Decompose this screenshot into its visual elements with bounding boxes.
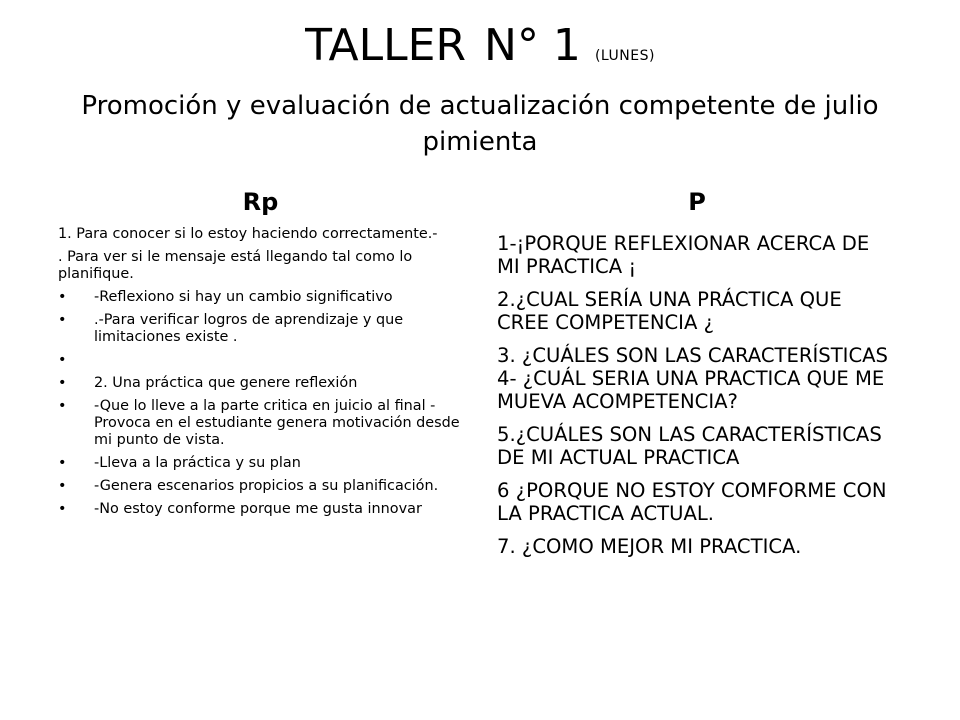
right-heading: P (688, 188, 706, 216)
title-day: (LUNES) (594, 48, 655, 64)
question-item: 1-¡PORQUE REFLEXIONAR ACERCA DE MI PRACTICA ¡ (497, 232, 870, 278)
bullet-item: • -Reflexiono si hay un cambio significativo (58, 289, 463, 306)
bullet-item: • .-Para verificar logros de aprendizaje y que limitaciones existe . (58, 312, 463, 346)
bullet-item: • -Genera escenarios propicios a su planificación. (58, 478, 463, 495)
right-column (497, 186, 897, 568)
bullet-item: • -Lleva a la práctica y su plan (58, 455, 463, 472)
question-item: 2.¿CUAL SERÍA UNA PRÁCTICA QUE CREE COMPETENCIA ¿ (497, 288, 842, 334)
question-item: 7. ¿COMO MEJOR MI PRACTICA. (497, 535, 802, 558)
left-bullet-list (58, 289, 463, 518)
right-body (497, 226, 897, 558)
slide-title (40, 18, 920, 160)
left-column (58, 186, 463, 524)
question-item: 6 ¿PORQUE NO ESTOY COMFORME CON LA PRACTICA ACTUAL. (497, 479, 887, 525)
left-heading: Rp (242, 188, 279, 216)
bullet-item: • 2. Una práctica que genere reflexión (58, 375, 463, 392)
bullet-item-empty (58, 352, 463, 369)
title-taller: TALLER (305, 20, 467, 71)
question-item: 3. ¿CUÁLES SON LAS CARACTERÍSTICAS 4- ¿CUÁL SERIA UNA PRACTICA QUE ME MUEVA ACOMPETENCIA? (497, 344, 888, 413)
bullet-item: • -No estoy conforme porque me gusta innovar (58, 501, 463, 518)
title-main-line (40, 18, 920, 84)
question-item: 5.¿CUÁLES SON LAS CARACTERÍSTICAS DE MI ACTUAL PRACTICA (497, 423, 882, 469)
left-paragraph: . Para ver si le mensaje está llegando tal como lo planifique. (58, 249, 413, 282)
bullet-item: • -Que lo lleve a la parte critica en juicio al final -Provoca en el estudiante genera motivación desde mi punto de vista. (58, 398, 463, 449)
left-body (58, 226, 463, 518)
title-number: N° 1 (484, 20, 581, 71)
left-paragraph: 1. Para conocer si lo estoy haciendo correctamente.- (58, 226, 438, 242)
title-subtitle: Promoción y evaluación de actualización competente de julio pimienta (81, 91, 879, 157)
